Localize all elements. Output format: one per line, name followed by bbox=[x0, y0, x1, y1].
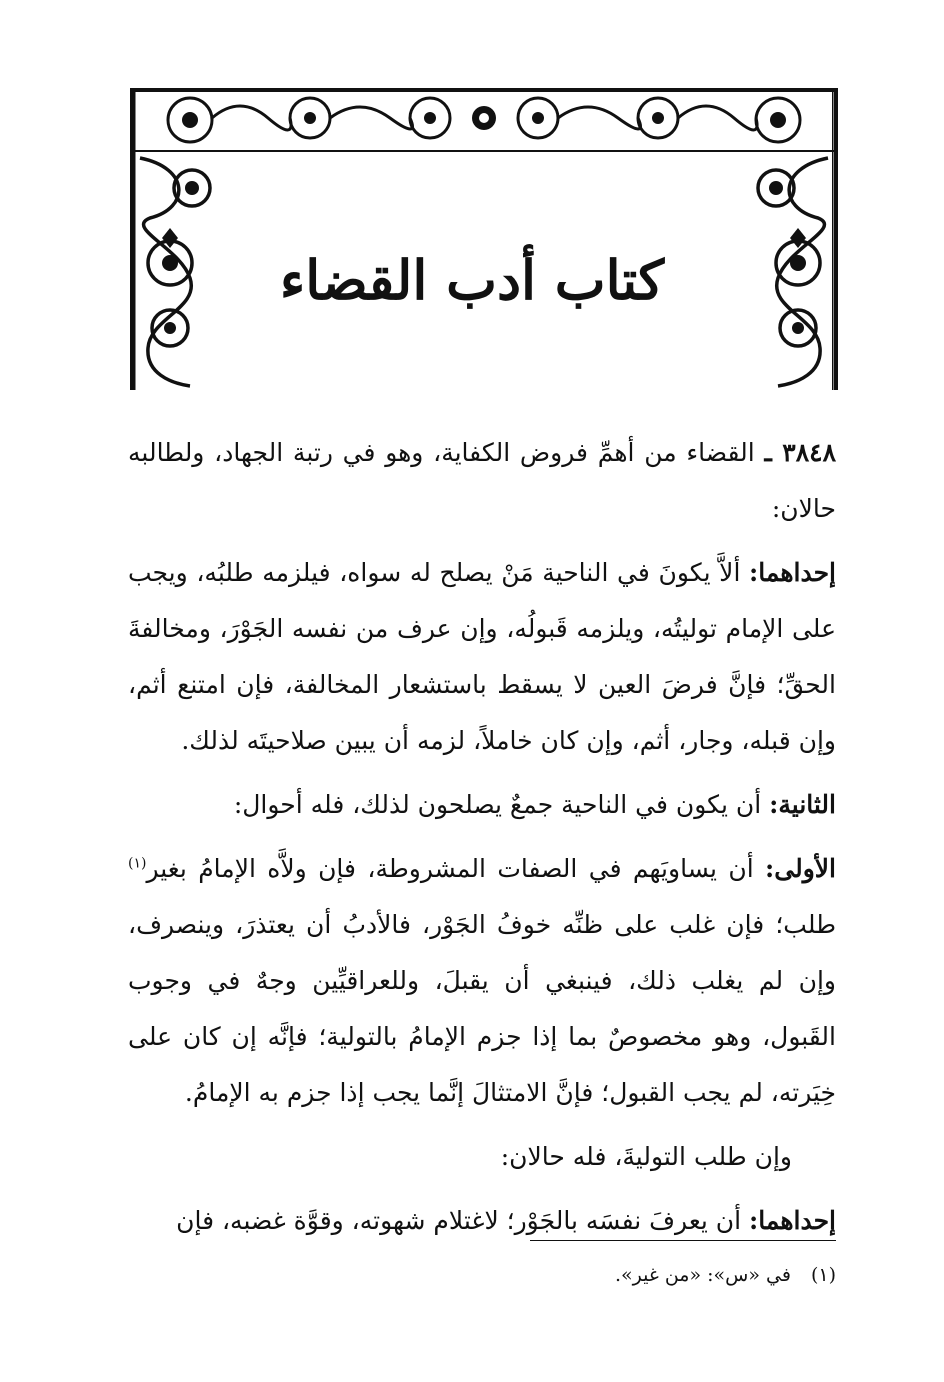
paragraph-lead: الثانية: bbox=[769, 790, 836, 819]
paragraph-4 bbox=[128, 841, 836, 1121]
paragraph-text: أن يعرفَ نفسَه بالجَوْر؛ لاغتلام شهوته، وقوَّة غضبه، فإن bbox=[176, 1206, 750, 1235]
paragraph-text: وإن طلب التوليةَ، فله حالان: bbox=[500, 1142, 792, 1171]
paragraph-text-continued: طلب؛ فإن غلب على ظنِّه خوفُ الجَوْر، فالأدبُ أن يعتذرَ، وينصرف، وإن لم يغلب ذلك، فينبغي أن يقبلَ، وللعراقيِّين وجهٌ في وجوب القَبول، وهو مخصوصٌ بما إذا جزم الإمامُ بالتولية؛ فإنَّه إن كان على خِيَرته، لم يجب القبول؛ فإنَّ الامتثالَ إنَّما يجب إذا جزم به الإمامُ. bbox=[128, 910, 836, 1107]
paragraph-lead: إحداهما: bbox=[749, 1206, 836, 1235]
arabesque-border-ornament bbox=[130, 88, 838, 390]
paragraph-text: أن يكون في الناحية جمعٌ يصلحون لذلك، فله أحوال: bbox=[233, 790, 770, 819]
paragraph-2 bbox=[128, 545, 836, 769]
ornamental-header-frame bbox=[130, 88, 838, 390]
footnote-text: في «س»: «من غير». bbox=[614, 1264, 791, 1286]
footnote bbox=[136, 1262, 836, 1288]
paragraph-lead: الأولى: bbox=[765, 854, 836, 883]
paragraph-3 bbox=[128, 777, 836, 833]
footnote-number: (١) bbox=[810, 1264, 836, 1286]
paragraph-text: أن يساويَهم في الصفات المشروطة، فإن ولاَّه الإمامُ بغير bbox=[146, 854, 766, 883]
paragraph-text: ألاَّ يكونَ في الناحية مَنْ يصلح له سواه، فيلزمه طلبُه، ويجب على الإمام توليتُه، ويلزمه قَبولُه، وإن عرف من نفسه الجَوْرَ، ومخالفةَ الحقِّ؛ فإنَّ فرضَ العين لا يسقط باستشعار المخالفة، فإن امتنع أثم، وإن قبله، وجار، أثم، وإن كان خاملاً، لزمه أن يبين صلاحيتَه لذلك. bbox=[128, 558, 836, 755]
footnote-reference[interactable]: (١) bbox=[128, 855, 147, 872]
footnote-separator bbox=[530, 1240, 836, 1241]
paragraph-1 bbox=[128, 425, 836, 537]
main-text bbox=[128, 425, 836, 1257]
paragraph-number: ٣٨٤٨ ـ bbox=[764, 438, 837, 467]
paragraph-5 bbox=[128, 1129, 836, 1185]
paragraph-text: القضاء من أهمِّ فروض الكفاية، وهو في رتبة الجهاد، ولطالبه حالان: bbox=[128, 438, 836, 523]
book-title: كتاب أدب القضاء bbox=[279, 248, 665, 312]
paragraph-lead: إحداهما: bbox=[749, 558, 836, 587]
